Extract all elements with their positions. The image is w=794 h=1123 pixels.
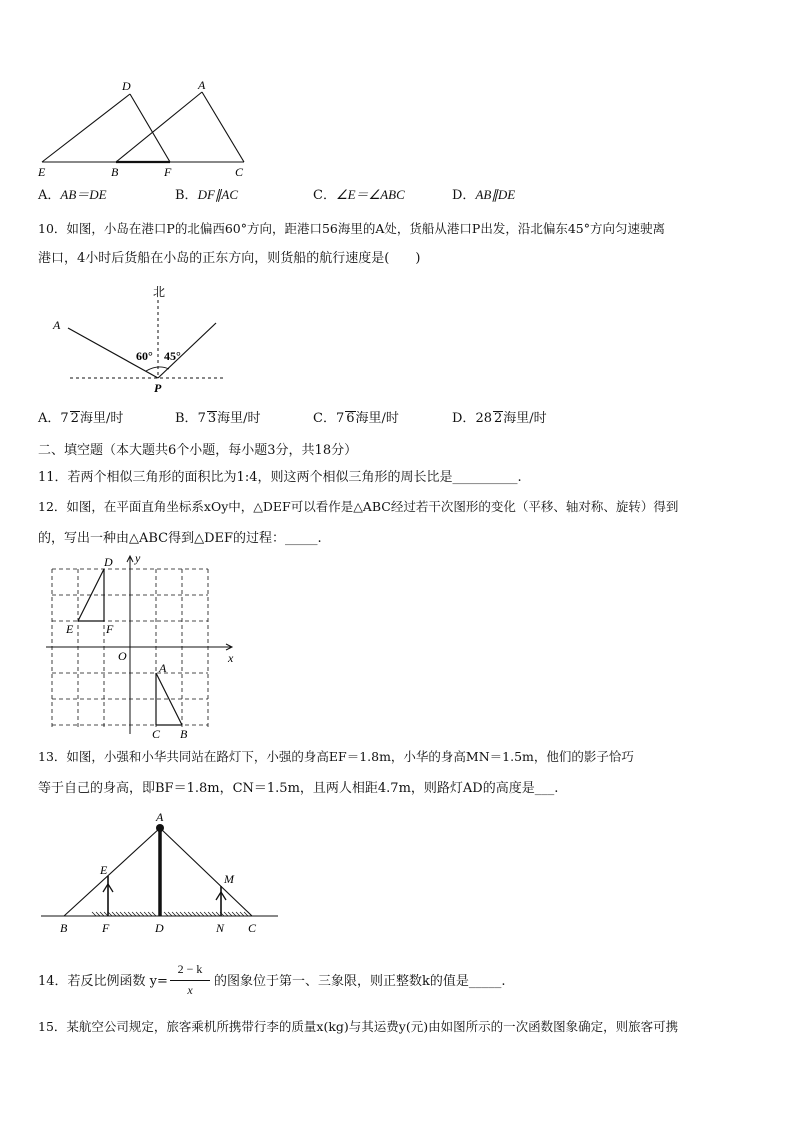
q13-label-A: A xyxy=(156,810,164,824)
q10-figure xyxy=(50,282,240,396)
q9-label-D: D xyxy=(122,79,131,93)
q9-label-B: B xyxy=(111,165,119,179)
q12-label-x: x xyxy=(228,651,234,665)
q12-label-F: F xyxy=(106,622,114,636)
q9-label-A: A xyxy=(198,78,206,92)
q13-question-line1: 13．如图，小强和小华共同站在路灯下，小强的身高EF＝1.8m，小华的身高MN＝1.5m，他们的影子恰巧 xyxy=(38,749,634,764)
q9-option-a: A．AB＝DE xyxy=(38,187,107,203)
q10-question-line2: 港口，4小时后货船在小岛的正东方向，则货船的航行速度是( ) xyxy=(38,251,421,266)
q12-label-A: A xyxy=(159,661,167,675)
q12-label-y: y xyxy=(135,552,141,565)
q12-label-C: C xyxy=(152,727,161,740)
q10-label-P: P xyxy=(154,381,162,395)
q12-question-line1: 12．如图，在平面直角坐标系xOy中，△DEF可以看作是△ABC经过若干次图形的变化（平移、轴对称、旋转）得到 xyxy=(38,499,679,514)
q13-label-C: C xyxy=(248,921,257,935)
section-heading: 二、填空题（本大题共6个小题，每小题3分，共18分） xyxy=(38,443,358,458)
q13-label-E: E xyxy=(100,863,108,877)
q12-label-B: B xyxy=(180,727,188,740)
q9-label-F: F xyxy=(164,165,172,179)
q11-question: 11．若两个相似三角形的面积比为1:4，则这两个相似三角形的周长比是__________. xyxy=(38,470,522,485)
q9-option-d: D．AB∥DE xyxy=(452,187,516,203)
q9-label-C: C xyxy=(235,165,244,179)
q10-option-c: C．7 6海里/时 xyxy=(313,411,399,426)
q9-option-b: B．DF∥AC xyxy=(175,187,239,203)
q13-question-line2: 等于自己的身高，即BF＝1.8m，CN＝1.5m，且两人相距4.7m，则路灯AD的高度是___. xyxy=(38,781,559,796)
q12-label-D: D xyxy=(104,555,113,569)
q9-label-E: E xyxy=(38,165,46,179)
q12-question-line2: 的，写出一种由△ABC得到△DEF的过程：_____. xyxy=(38,531,322,546)
q13-label-N: N xyxy=(216,921,225,935)
q10-label-angle60: 60° xyxy=(136,349,153,363)
q14-suffix: 的图象位于第一、三象限，则正整数k的值是_____. xyxy=(214,974,506,989)
q10-option-d: D．28 2海里/时 xyxy=(452,411,547,426)
q10-label-north: 北 xyxy=(153,285,166,299)
q10-label-angle45: 45° xyxy=(164,349,181,363)
q12-label-E: E xyxy=(66,622,74,636)
q14-prefix: 14．若反比例函数 y= xyxy=(38,974,168,989)
q10-option-b: B．7 3海里/时 xyxy=(175,411,261,426)
q14-fraction-numerator: 2 − k xyxy=(177,962,203,976)
q12-label-O: O xyxy=(118,649,127,663)
q13-label-M: M xyxy=(224,872,234,886)
q13-label-D: D xyxy=(155,921,164,935)
q13-figure xyxy=(38,808,288,940)
q10-question-line1: 10．如图，小岛在港口P的北偏西60°方向，距港口56海里的A处，货船从港口P出发，沿北偏东45°方向匀速驶离 xyxy=(38,221,665,236)
q14-fraction-bar xyxy=(170,980,210,981)
q9-option-c: C．∠E＝∠ABC xyxy=(313,187,405,203)
q15-question-line1: 15．某航空公司规定，旅客乘机所携带行李的质量x(kg)与其运费y(元)由如图所示的一次函数图象确定，则旅客可携 xyxy=(38,1019,679,1034)
q10-label-A: A xyxy=(53,318,61,332)
q9-figure xyxy=(30,76,260,180)
q14-fraction-denominator: x xyxy=(187,983,193,997)
q13-label-B: B xyxy=(60,921,68,935)
q13-label-F: F xyxy=(102,921,110,935)
q10-option-a: A．7 2海里/时 xyxy=(38,411,124,426)
q12-coordinate-grid xyxy=(38,552,248,740)
